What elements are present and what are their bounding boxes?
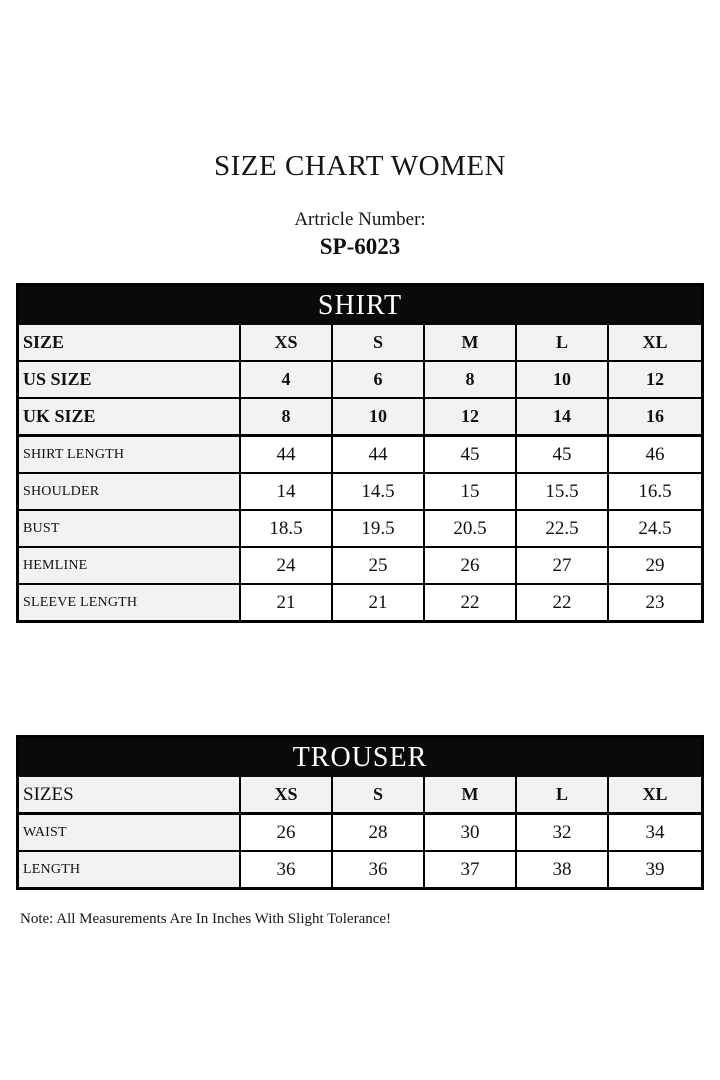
cell-value: 32 — [517, 815, 609, 850]
cell-value: 22 — [517, 585, 609, 620]
table-row — [19, 850, 701, 887]
row-label: US SIZE — [19, 362, 241, 397]
table-row — [19, 777, 701, 812]
cell-value: 44 — [333, 437, 425, 472]
cell-value: 36 — [241, 852, 333, 887]
article-number-value: SP-6023 — [319, 234, 401, 259]
cell-value: L — [517, 777, 609, 812]
table-row — [19, 583, 701, 620]
cell-value: XL — [609, 777, 701, 812]
row-label: LENGTH — [19, 852, 241, 887]
cell-value: 26 — [425, 548, 517, 583]
cell-value: M — [425, 777, 517, 812]
table-row — [19, 472, 701, 509]
cell-value: 12 — [609, 362, 701, 397]
cell-value: 12 — [425, 399, 517, 434]
row-label: BUST — [19, 511, 241, 546]
cell-value: 14.5 — [333, 474, 425, 509]
cell-value: 26 — [241, 815, 333, 850]
cell-value: 36 — [333, 852, 425, 887]
cell-value: 20.5 — [425, 511, 517, 546]
row-label: SHIRT LENGTH — [19, 437, 241, 472]
trouser-size-table — [16, 735, 704, 890]
cell-value: 28 — [333, 815, 425, 850]
cell-value: 16 — [609, 399, 701, 434]
cell-value: 34 — [609, 815, 701, 850]
trouser-table-rows — [19, 777, 701, 887]
row-label: SLEEVE LENGTH — [19, 585, 241, 620]
shirt-size-table — [16, 283, 704, 623]
article-number-label: Artricle Number: — [294, 209, 426, 230]
cell-value: 37 — [425, 852, 517, 887]
cell-value: 22 — [425, 585, 517, 620]
table-row — [19, 509, 701, 546]
cell-value: 22.5 — [517, 511, 609, 546]
table-row — [19, 546, 701, 583]
shirt-table-rows — [19, 325, 701, 620]
cell-value: 23 — [609, 585, 701, 620]
cell-value: XL — [609, 325, 701, 360]
cell-value: 38 — [517, 852, 609, 887]
row-label: SHOULDER — [19, 474, 241, 509]
row-label: SIZE — [19, 325, 241, 360]
table-row — [19, 812, 701, 850]
cell-value: 21 — [333, 585, 425, 620]
cell-value: 10 — [517, 362, 609, 397]
cell-value: 8 — [425, 362, 517, 397]
row-label: UK SIZE — [19, 399, 241, 434]
row-label: SIZES — [19, 777, 241, 812]
cell-value: 24 — [241, 548, 333, 583]
cell-value: 27 — [517, 548, 609, 583]
cell-value: M — [425, 325, 517, 360]
shirt-table-title: SHIRT — [19, 286, 701, 325]
cell-value: 19.5 — [333, 511, 425, 546]
cell-value: 16.5 — [609, 474, 701, 509]
cell-value: 39 — [609, 852, 701, 887]
cell-value: 14 — [241, 474, 333, 509]
cell-value: 21 — [241, 585, 333, 620]
cell-value: 30 — [425, 815, 517, 850]
measurements-note: Note: All Measurements Are In Inches With Slight Tolerance! — [20, 911, 392, 927]
table-row — [19, 360, 701, 397]
cell-value: 15 — [425, 474, 517, 509]
cell-value: 24.5 — [609, 511, 701, 546]
cell-value: 45 — [425, 437, 517, 472]
cell-value: 4 — [241, 362, 333, 397]
cell-value: 44 — [241, 437, 333, 472]
cell-value: 10 — [333, 399, 425, 434]
row-label: WAIST — [19, 815, 241, 850]
cell-value: XS — [241, 325, 333, 360]
cell-value: L — [517, 325, 609, 360]
cell-value: 18.5 — [241, 511, 333, 546]
cell-value: 14 — [517, 399, 609, 434]
cell-value: 8 — [241, 399, 333, 434]
table-row — [19, 325, 701, 360]
cell-value: 46 — [609, 437, 701, 472]
cell-value: S — [333, 777, 425, 812]
cell-value: S — [333, 325, 425, 360]
cell-value: 6 — [333, 362, 425, 397]
cell-value: 45 — [517, 437, 609, 472]
cell-value: 29 — [609, 548, 701, 583]
page-title: SIZE CHART WOMEN — [214, 150, 506, 182]
table-row — [19, 434, 701, 472]
cell-value: 15.5 — [517, 474, 609, 509]
cell-value: 25 — [333, 548, 425, 583]
trouser-table-title: TROUSER — [19, 738, 701, 777]
table-row — [19, 397, 701, 434]
cell-value: XS — [241, 777, 333, 812]
row-label: HEMLINE — [19, 548, 241, 583]
